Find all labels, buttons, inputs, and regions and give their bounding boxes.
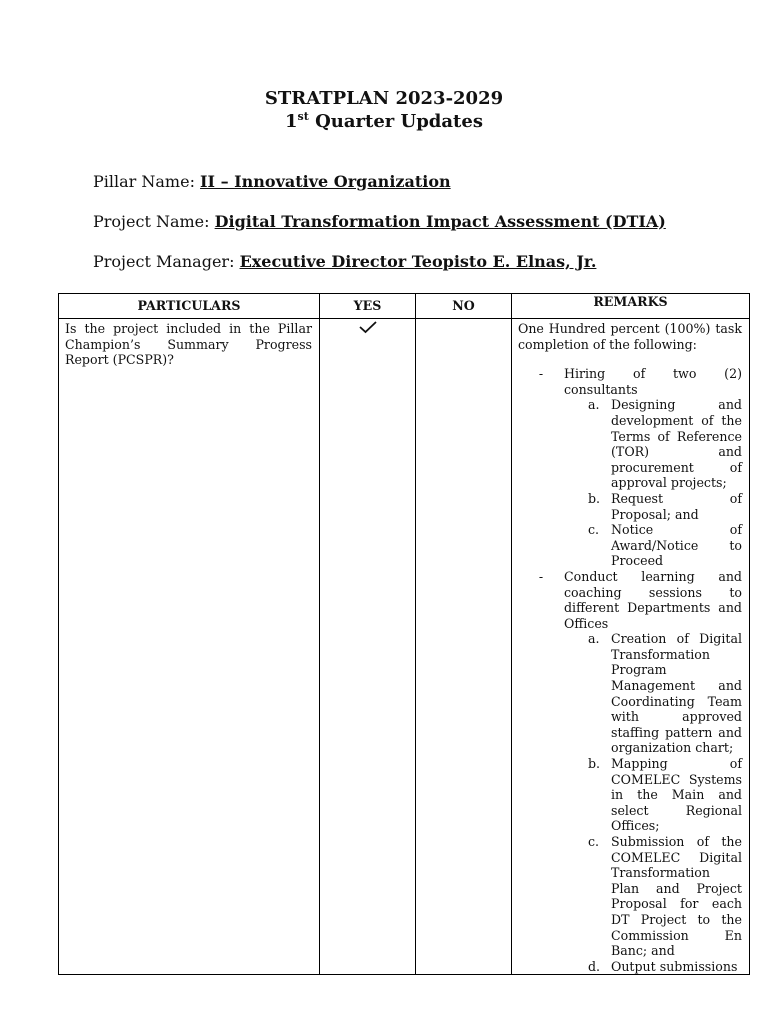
particulars-cell — [59, 319, 320, 975]
list-item — [518, 569, 742, 631]
pillar-name-label: Pillar Name: — [93, 172, 201, 191]
list-item-text: Conduct learning and coaching sessions to different Departments and Offices — [564, 568, 742, 631]
header-particulars: PARTICULARS — [59, 294, 320, 319]
sub-list-item: c. Notice of Award/Notice to Proceed — [588, 522, 742, 569]
remarks-intro: One Hundred percent (100%) task completion of the following: — [518, 321, 742, 352]
sub-list-item: b. Request of Proposal; and — [588, 490, 742, 522]
list-item — [518, 366, 742, 397]
no-cell — [416, 319, 512, 975]
check-icon — [358, 320, 378, 334]
table-row — [59, 319, 750, 975]
project-manager-field — [93, 252, 596, 271]
project-manager-value: Executive Director Teopisto E. Elnas, Jr. — [239, 252, 597, 271]
updates-table — [58, 293, 750, 975]
sub-list-item: b. Mapping of COMELEC Systems in the Main and select Regional Offices; — [588, 756, 742, 834]
pillar-name-value: II – Innovative Organization — [200, 172, 451, 191]
subtitle-ordinal: 1 — [285, 111, 298, 132]
remarks-cell — [512, 319, 750, 975]
pillar-name-field — [93, 172, 451, 191]
list-bullet: - — [538, 366, 544, 382]
question-text: Is the project included in the Pillar Champion’s Summary Progress Report (PCSPR)? — [65, 321, 312, 368]
header-remarks: REMARKS — [512, 294, 750, 319]
list-item-text: Hiring of two (2) consultants — [564, 366, 742, 397]
project-name-value: Digital Transformation Impact Assessment (DTIA) — [214, 212, 666, 231]
project-manager-label: Project Manager: — [93, 252, 240, 271]
sub-list-item: a. Designing and development of the Terms of Reference (TOR) and procurement of approval projects; — [588, 397, 742, 491]
sub-list-item: c. Submission of the COMELEC Digital Transformation Plan and Project Proposal for each DT Project to the Commission En Banc; and — [588, 834, 742, 959]
table-header-row — [59, 294, 750, 319]
project-name-label: Project Name: — [93, 212, 215, 231]
yes-cell — [320, 319, 416, 975]
project-name-field — [93, 212, 666, 231]
list-bullet: - — [538, 568, 544, 584]
header-yes: YES — [320, 294, 416, 319]
header-no: NO — [416, 294, 512, 319]
subtitle-rest: Quarter Updates — [308, 111, 483, 132]
sub-list-item: d. Output submissions — [588, 958, 738, 974]
document-title: STRATPLAN 2023-2029 — [264, 88, 504, 109]
sub-list-item: a. Creation of Digital Transformation Program Management and Coordinating Team with approved staffing pattern and organization chart; — [588, 631, 742, 756]
document-subtitle — [0, 110, 768, 132]
subtitle-ordinal-suffix: st — [297, 110, 309, 123]
